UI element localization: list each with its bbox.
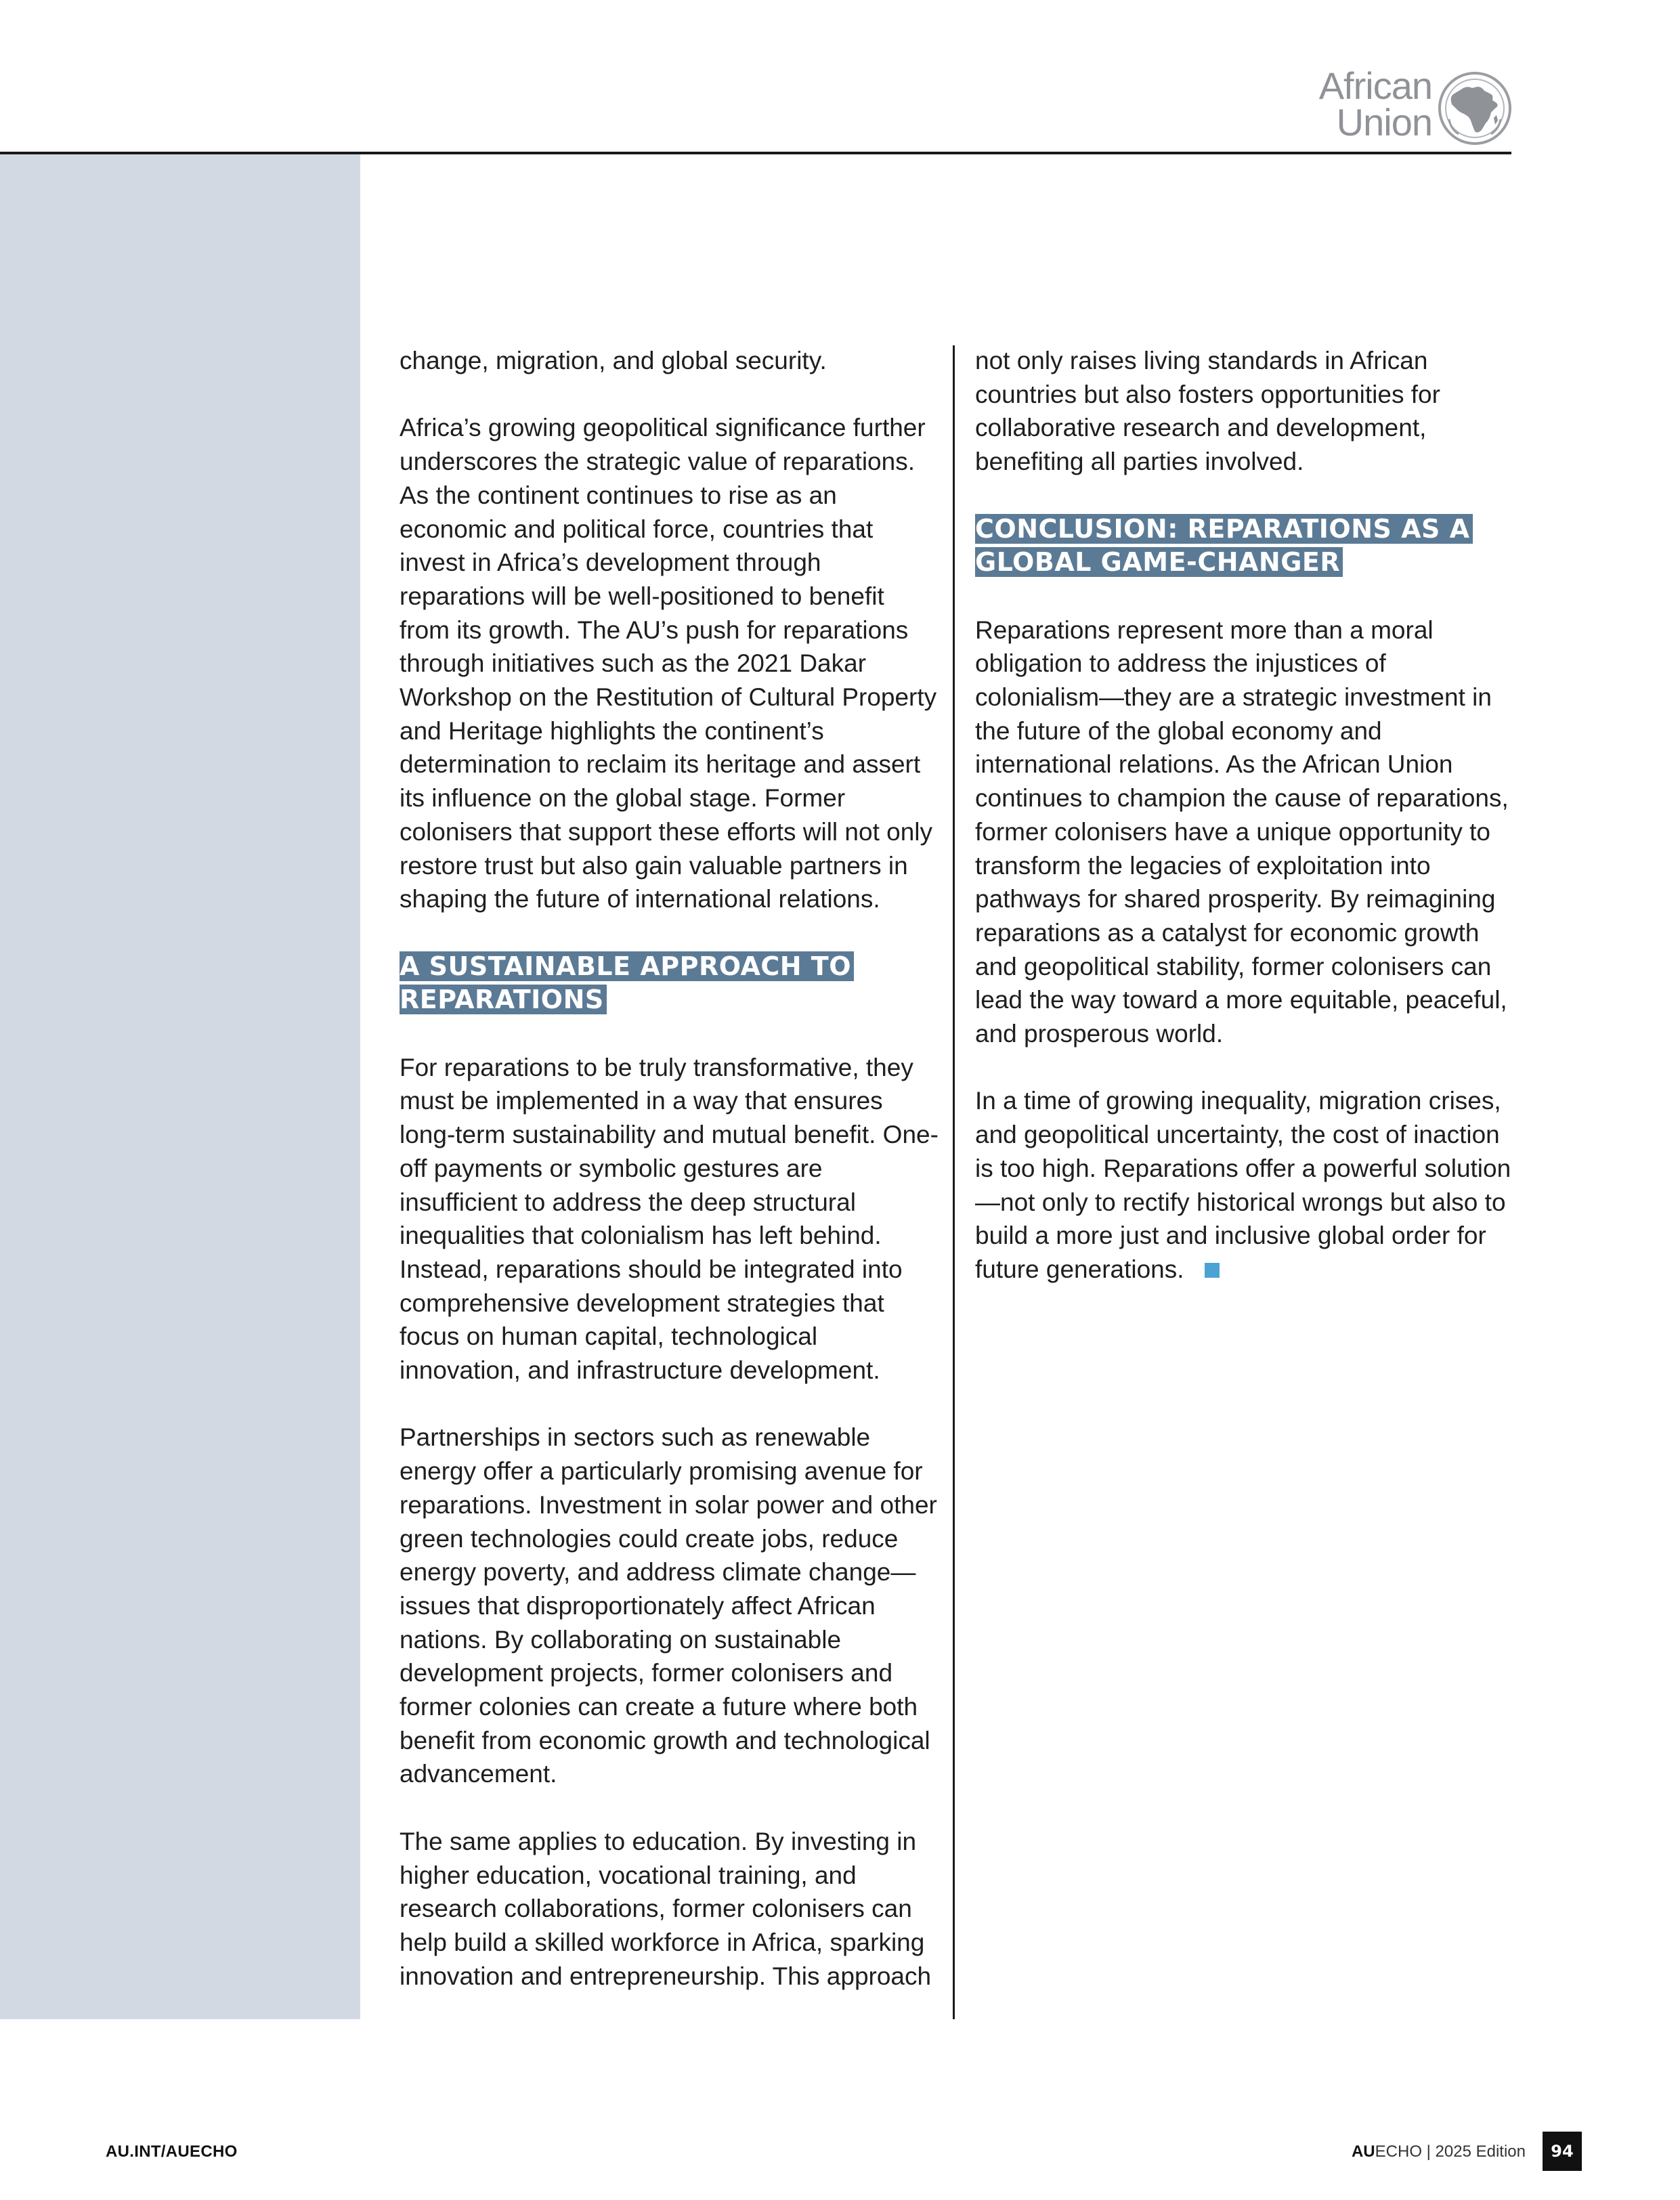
footer-publication	[1352, 2142, 1526, 2161]
page-number: 94	[1543, 2132, 1582, 2171]
section-heading	[975, 513, 1517, 580]
paragraph: not only raises living standards in African countries but also fosters opportunities for collaborative research and development, benefiting all parties involved.	[975, 347, 1440, 476]
footer-website-link[interactable]: AU.INT/AUECHO	[106, 2142, 238, 2161]
logo-line-african: African	[1318, 64, 1432, 107]
section-heading	[400, 950, 941, 1017]
logo-line-union: Union	[1336, 101, 1432, 144]
paragraph: For reparations to be truly transformative, they must be implemented in a way that ensures long-term sustainability and mutual benefit. One-off payments or symbolic gestures are insufficient to address the deep structural inequalities that colonialism has left behind. Instead, reparations should be integrated into comprehensive development strategies that focus on human capital, technological innovation, and infrastructure development.	[400, 1053, 939, 1385]
paragraph: The same applies to education. By investing in higher education, vocational training, and research collaborations, former colonisers can help build a skilled workforce in Africa, sparking innovation and entrepreneurship. This approach	[400, 1827, 932, 1990]
paragraph-text: In a time of growing inequality, migration crises, and geopolitical uncertainty, the cost of inaction is too high. Reparations offer a powerful solution—not only to rectify historical wrongs but also to build a more just and inclusive global order for future generations.	[975, 1087, 1511, 1283]
section-heading-text: CONCLUSION: REPARATIONS AS A GLOBAL GAME-CHANGER	[975, 514, 1473, 578]
final-paragraph	[975, 1084, 1517, 1286]
paragraph: Africa’s growing geopolitical significance further underscores the strategic value of reparations. As the continent continues to rise as an economic and political force, countries that invest in Africa’s development through reparations will be well-positioned to benefit from its growth. The AU’s push for reparations through initiatives such as the 2021 Dakar Workshop on the Restitution of Cultural Property and Heritage highlights the continent’s determination to reclaim its heritage and assert its influence on the global stage. Former colonisers that support these efforts will not only restore trust but also gain valuable partners in shaping the future of international relations.	[400, 414, 937, 913]
edition-label: | 2025 Edition	[1421, 2142, 1526, 2161]
paragraph: Partnerships in sectors such as renewable energy offer a particularly promising avenue for reparations. Investment in solar power and other green technologies could create jobs, reduce energy poverty, and address climate change—issues that disproportionately affect African nations. By collaborating on sustainable development projects, former colonisers and former colonies can create a future where both benefit from economic growth and technological advancement.	[400, 1423, 937, 1788]
section-heading-text: A SUSTAINABLE APPROACH TO REPARATIONS	[400, 951, 854, 1015]
left-column	[400, 344, 941, 1993]
side-panel	[0, 154, 360, 2019]
column-divider	[953, 345, 955, 2019]
african-union-logo	[1307, 64, 1517, 149]
end-of-article-mark	[1205, 1263, 1220, 1278]
right-column	[975, 344, 1517, 1287]
african-union-emblem-icon	[1437, 70, 1513, 146]
paragraph: change, migration, and global security.	[400, 347, 827, 374]
logo-wordmark	[1318, 64, 1432, 144]
brand-echo: ECHO	[1375, 2142, 1422, 2161]
paragraph: Reparations represent more than a moral obligation to address the injustices of colonialism—they are a strategic investment in the future of the global economy and international relations. As the African Union continues to champion the cause of reparations, former colonisers have a unique opportunity to transform the legacies of exploitation into pathways for shared prosperity. By reimagining reparations as a catalyst for economic growth and geopolitical stability, former colonisers can lead the way toward a more equitable, peaceful, and prosperous world.	[975, 616, 1509, 1048]
brand-au: AU	[1351, 2142, 1375, 2161]
